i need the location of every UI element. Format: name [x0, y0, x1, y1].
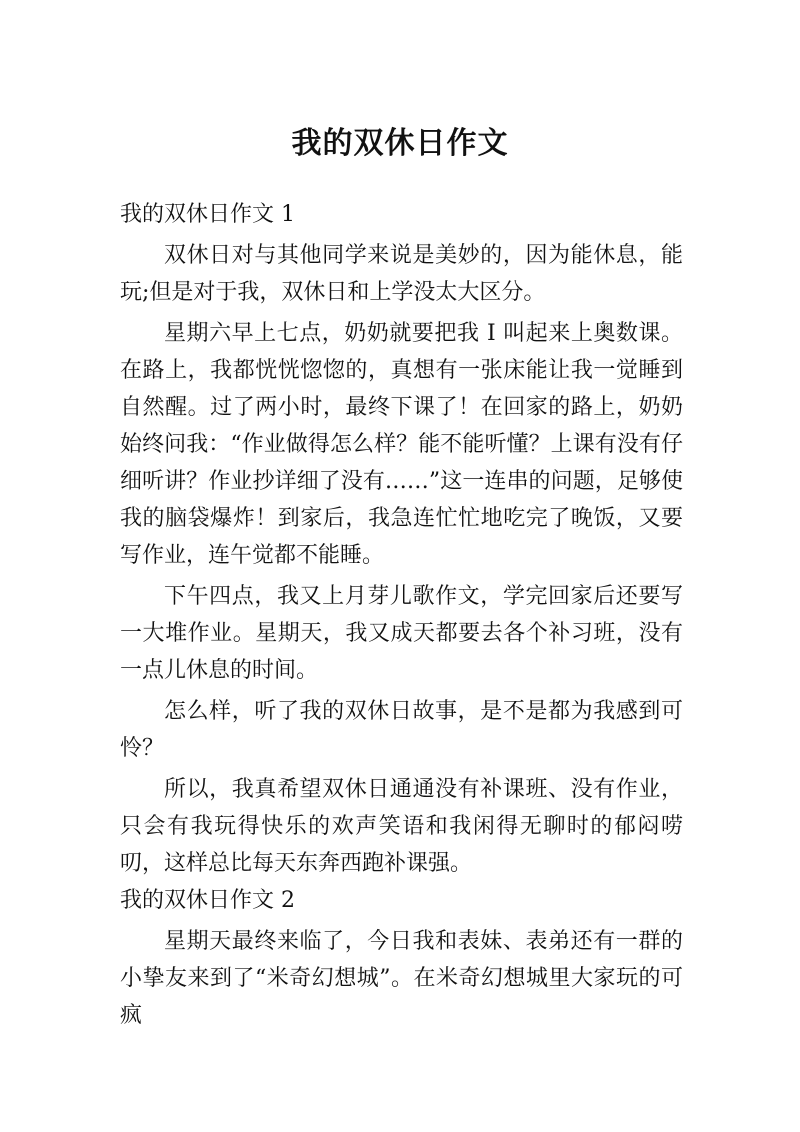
paragraph: 星期六早上七点，奶奶就要把我 I 叫起来上奥数课。在路上，我都恍恍惚惚的，真想有一张床能让我一觉睡到自然醒。过了两小时，最终下课了！在回家的路上，奶奶始终问我：“作业做得怎么样？能不能听懂？上课有没有仔细听讲？作业抄详细了没有……”这一连串的问题，足够使我的脑袋爆炸！到家后，我急连忙忙地吃完了晚饭，又要写作业，连午觉都不能睡。 [120, 321, 683, 568]
document-body [120, 196, 683, 1034]
document-title: 我的双休日作文 [291, 126, 509, 161]
paragraph: 双休日对与其他同学来说是美妙的，因为能休息，能玩;但是对于我，双休日和上学没太大区分。 [120, 243, 683, 305]
section-heading-2: 我的双休日作文 2 [120, 888, 295, 913]
section-heading-1: 我的双休日作文 1 [120, 202, 295, 227]
paragraph: 星期天最终来临了，今日我和表妹、表弟还有一群的小挚友来到了“米奇幻想城”。在米奇幻想城里大家玩的可疯 [120, 929, 683, 1028]
paragraph: 所以，我真希望双休日通通没有补课班、没有作业，只会有我玩得快乐的欢声笑语和我闲得无聊时的郁闷唠叨，这样总比每天东奔西跑补课强。 [120, 777, 683, 876]
paragraph: 下午四点，我又上月芽儿歌作文，学完回家后还要写一大堆作业。星期天，我又成天都要去各个补习班，没有一点儿休息的时间。 [120, 584, 683, 683]
paragraph: 怎么样，听了我的双休日故事，是不是都为我感到可怜？ [120, 699, 683, 761]
